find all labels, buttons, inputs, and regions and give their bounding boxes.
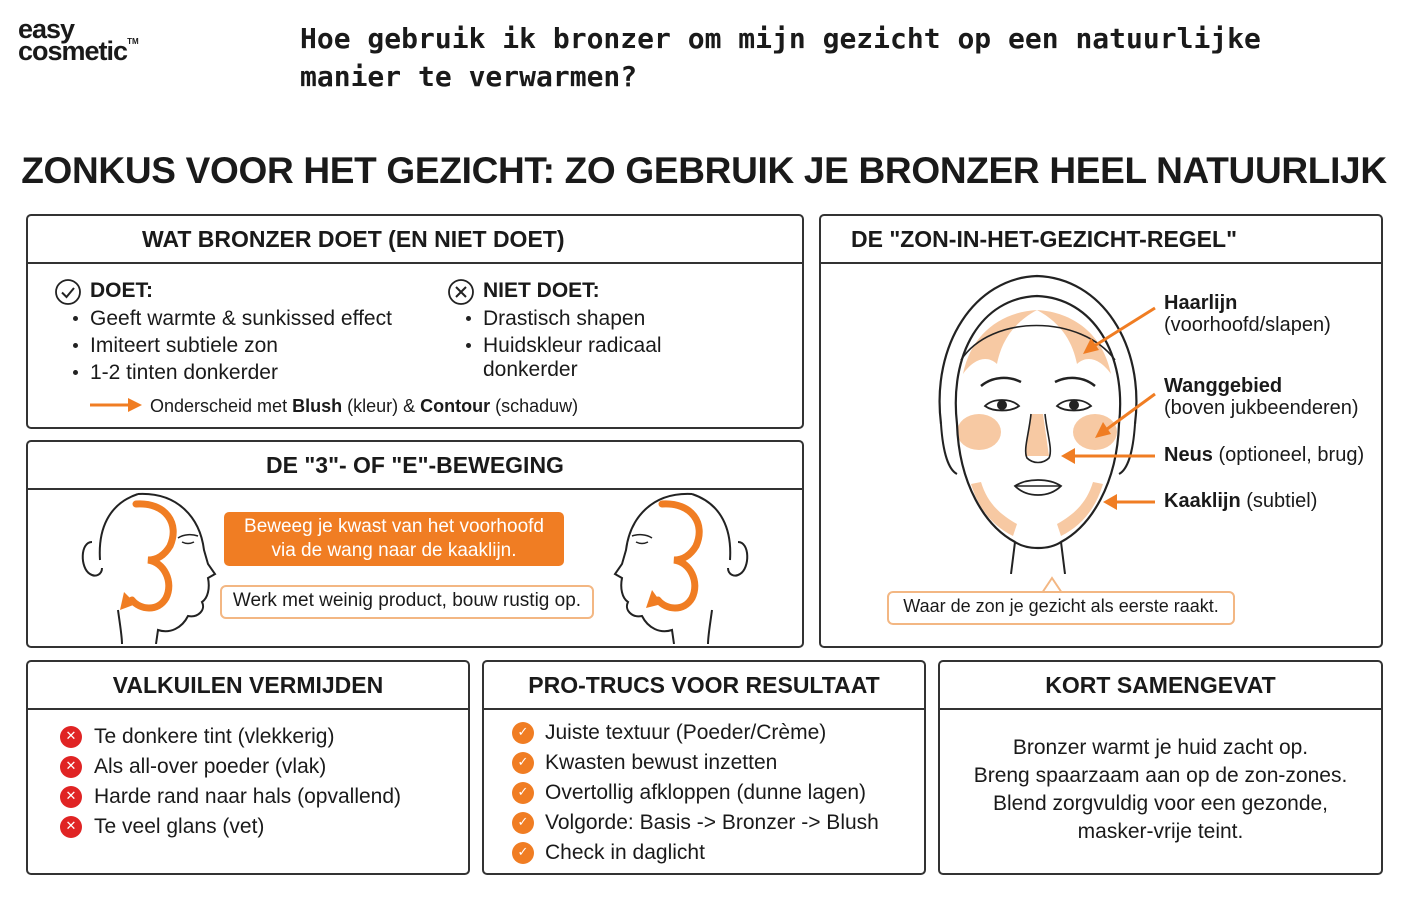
check-badge-icon: ✓	[512, 782, 534, 804]
panel-pitfalls	[26, 660, 470, 875]
instruction-line-1: Beweeg je kwast van het voorhoofd	[244, 516, 544, 537]
pitfall-item: Harde rand naar hals (opvallend)	[94, 785, 402, 808]
niet-doet-label: NIET DOET:	[483, 279, 600, 302]
panel-sun	[819, 214, 1383, 648]
label-kaaklijn-name: Kaaklijn	[1164, 490, 1241, 512]
label-neus-detail: (optioneel, brug)	[1212, 444, 1365, 466]
brand-line-2	[18, 38, 139, 65]
label-kaaklijn	[1164, 488, 1317, 514]
instruction-line-2: via de wang naar de kaaklijn.	[271, 540, 517, 561]
error-badge-icon: ✕	[60, 756, 82, 778]
niet-doet-item: Huidskleur radicaal	[483, 334, 662, 357]
trick-item: Kwasten bewust inzetten	[545, 751, 778, 774]
check-badge-icon: ✓	[512, 752, 534, 774]
label-wanggebied: Wanggebied	[1164, 375, 1283, 397]
instruction-box	[224, 512, 564, 566]
summary-line: Bronzer warmt je huid zacht op.	[1012, 736, 1309, 759]
summary-line: Breng spaarzaam aan op de zon-zones.	[973, 764, 1348, 787]
summary-line: Blend zorgvuldig voor een gezonde,	[992, 792, 1329, 815]
bullet	[73, 370, 78, 375]
distinction-note	[150, 393, 578, 419]
panel-summary	[938, 660, 1383, 875]
note-contour: Contour	[420, 396, 491, 416]
trick-item: Overtollig afkloppen (dunne lagen)	[545, 781, 867, 804]
pointer-arrows	[1051, 296, 1161, 516]
check-badge-icon: ✓	[512, 722, 534, 744]
doet-item: Geeft warmte & sunkissed effect	[90, 307, 392, 330]
check-circle-icon	[54, 278, 82, 306]
page-title: ZONKUS VOOR HET GEZICHT: ZO GEBRUIK JE BRONZER HEEL NATUURLIJK	[21, 150, 1387, 191]
pitfall-item: Als all-over poeder (vlak)	[94, 755, 327, 778]
label-neus	[1164, 442, 1364, 468]
check-badge-icon: ✓	[512, 842, 534, 864]
pitfall-item: Te donkere tint (vlekkerig)	[94, 725, 335, 748]
trademark: TM	[127, 37, 139, 46]
doet-item: 1-2 tinten donkerder	[90, 361, 278, 384]
bullet	[73, 316, 78, 321]
note-blush-hint: (kleur) &	[342, 396, 421, 416]
label-neus-name: Neus	[1164, 444, 1213, 466]
label-wanggebied-detail: (boven jukbeenderen)	[1164, 397, 1359, 419]
question-heading	[300, 20, 1280, 96]
panel-motion-title: DE "3"- OF "E"-BEWEGING	[28, 442, 802, 490]
pitfall-item: Te veel glans (vet)	[94, 815, 265, 838]
niet-doet-item-continued: donkerder	[483, 358, 578, 381]
label-kaaklijn-detail: (subtiel)	[1240, 490, 1318, 512]
doet-label: DOET:	[90, 279, 153, 302]
summary-text	[940, 734, 1381, 846]
panel-pitfalls-title: VALKUILEN VERMIJDEN	[28, 662, 468, 710]
arrow-right-icon	[90, 396, 144, 414]
panel-tricks	[482, 660, 926, 875]
panel-summary-title: KORT SAMENGEVAT	[940, 662, 1381, 710]
trick-item: Juiste textuur (Poeder/Crème)	[545, 721, 827, 744]
panel-tricks-title: PRO-TRUCS VOOR RESULTAAT	[484, 662, 924, 710]
profile-face-right-illustration	[602, 490, 752, 644]
doet-item: Imiteert subtiele zon	[90, 334, 278, 357]
brand-line-1: easy	[18, 14, 75, 44]
label-haarlijn-detail: (voorhoofd/slapen)	[1164, 314, 1331, 336]
bullet	[466, 343, 471, 348]
bullet	[73, 343, 78, 348]
question-line-2: manier te verwarmen?	[300, 60, 638, 93]
question-line-1: Hoe gebruik ik bronzer om mijn gezicht op een natuurlijke	[300, 22, 1261, 55]
tip-box: Werk met weinig product, bouw rustig op.	[220, 585, 594, 619]
panel-does-title: WAT BRONZER DOET (EN NIET DOET)	[28, 216, 802, 264]
panel-does	[26, 214, 804, 429]
note-contour-hint: (schaduw)	[490, 396, 579, 416]
error-badge-icon: ✕	[60, 726, 82, 748]
label-haarlijn: Haarlijn	[1164, 292, 1238, 314]
brand-name: cosmetic	[18, 36, 128, 66]
profile-face-left-illustration	[78, 490, 228, 644]
sun-caption: Waar de zon je gezicht als eerste raakt.	[887, 591, 1235, 625]
panel-sun-title: DE "ZON-IN-HET-GEZICHT-REGEL"	[821, 216, 1381, 264]
trick-item: Check in daglicht	[545, 841, 705, 864]
error-badge-icon: ✕	[60, 816, 82, 838]
error-badge-icon: ✕	[60, 786, 82, 808]
note-blush: Blush	[292, 396, 343, 416]
trick-item: Volgorde: Basis -> Bronzer -> Blush	[545, 811, 879, 834]
niet-doet-item: Drastisch shapen	[483, 307, 646, 330]
note-prefix: Onderscheid met	[150, 396, 293, 416]
brand-logo	[18, 14, 188, 74]
cross-circle-icon	[447, 278, 475, 306]
bullet	[466, 316, 471, 321]
check-badge-icon: ✓	[512, 812, 534, 834]
summary-line: masker-vrije teint.	[1077, 820, 1244, 843]
panel-motion	[26, 440, 804, 648]
